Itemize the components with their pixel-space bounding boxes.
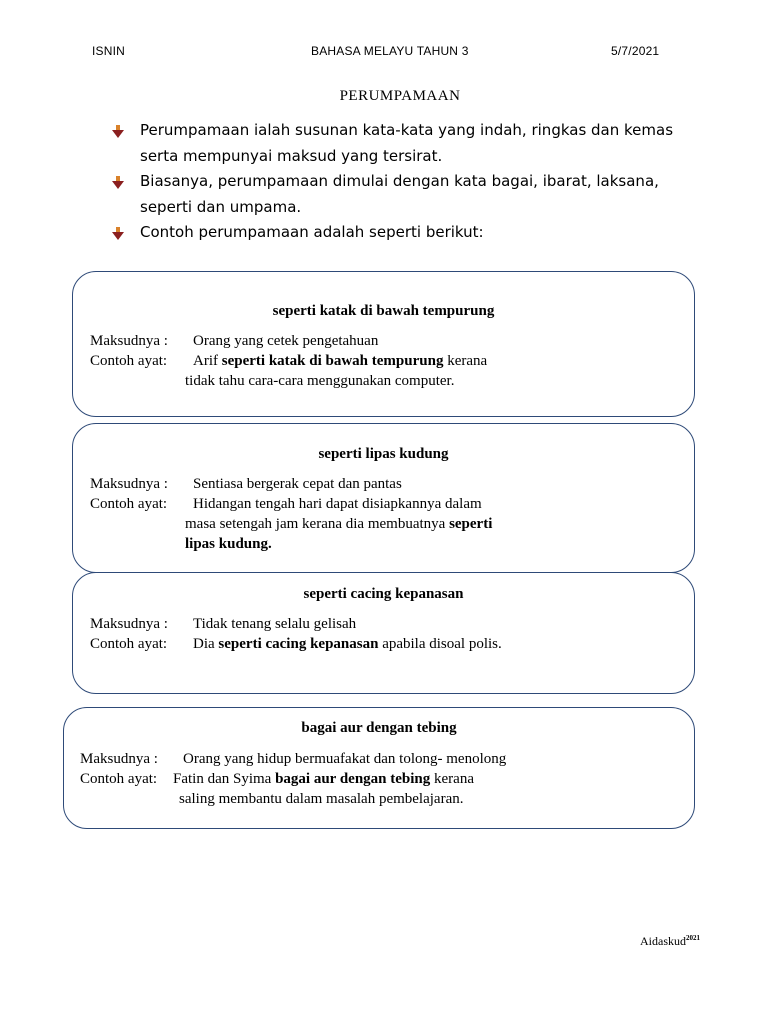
author-credit: Aidaskud$^{2021}$ [640,934,700,948]
meaning-text: Orang yang cetek pengetahuan [193,333,379,349]
header-subject: BAHASA MELAYU TAHUN 3 [311,44,469,58]
proverb-phrase: seperti lipas kudung [318,446,449,462]
meaning-row [90,474,402,495]
example-row [90,634,502,655]
example-text: Fatin dan Syima bagai aur dengan tebing kerana [173,771,474,787]
meaning-text: Orang yang hidup bermuafakat dan tolong- menolong [183,751,507,767]
bullet-text-line: Biasanya, perumpamaan dimulai dengan kata bagai, ibarat, laksana, [140,172,659,190]
proverb-phrase: seperti cacing kepanasan [303,586,464,602]
proverb-card [72,423,695,573]
meaning-text: Tidak tenang selalu gelisah [193,616,357,632]
example-row [90,494,482,515]
proverb-phrase: bagai aur dengan tebing [301,720,457,736]
example-row [90,351,487,372]
meaning-row [90,614,356,635]
meaning-label: Maksudnya : [90,616,168,632]
example-label: Contoh ayat: [90,353,168,369]
bullet-text-line: seperti dan umpama. [140,197,302,216]
example-label: Contoh ayat: [80,771,158,787]
example-text: Arif seperti katak di bawah tempurung kerana [193,353,488,369]
meaning-label: Maksudnya : [90,333,168,349]
proverb-phrase: seperti katak di bawah tempurung [272,303,495,319]
credit-year: 2021 [686,934,700,942]
meaning-row [90,331,378,352]
example-continuation: tidak tahu cara-cara menggunakan computer. [185,373,455,389]
example-row [80,769,474,790]
example-text: Hidangan tengah hari dapat disiapkannya dalam [193,496,482,512]
bullet-text-line: Perumpamaan ialah susunan kata-kata yang indah, ringkas dan kemas [140,121,674,139]
bullet-text-line: Contoh perumpamaan adalah seperti berikut: [140,223,484,241]
proverb-card [63,707,695,829]
proverb-card [72,271,695,417]
example-continuation: lipas kudung. [185,536,272,552]
bullet-item [112,169,712,220]
page-title: PERUMPAMAAN [339,88,461,104]
bullet-item [112,118,712,169]
meaning-label: Maksudnya : [80,751,158,767]
meaning-text: Sentiasa bergerak cepat dan pantas [193,476,402,492]
proverb-card [72,572,695,694]
example-continuation: masa setengah jam kerana dia membuatnya seperti [185,516,493,532]
example-text: Dia seperti cacing kepanasan apabila disoal polis. [193,636,502,652]
bullet-item [112,220,712,246]
example-continuation: saling membantu dalam masalah pembelajaran. [179,791,464,807]
bullet-text-line: serta mempunyai maksud yang tersirat. [140,146,443,165]
header-day: ISNIN [92,44,126,58]
meaning-row [80,749,506,770]
arrow-down-bullet-icon [112,176,124,189]
example-label: Contoh ayat: [90,496,168,512]
arrow-down-bullet-icon [112,227,124,240]
meaning-label: Maksudnya : [90,476,168,492]
arrow-down-bullet-icon [112,125,124,138]
header-date: 5/7/2021 [611,44,660,58]
intro-bullets [112,118,712,246]
example-label: Contoh ayat: [90,636,168,652]
